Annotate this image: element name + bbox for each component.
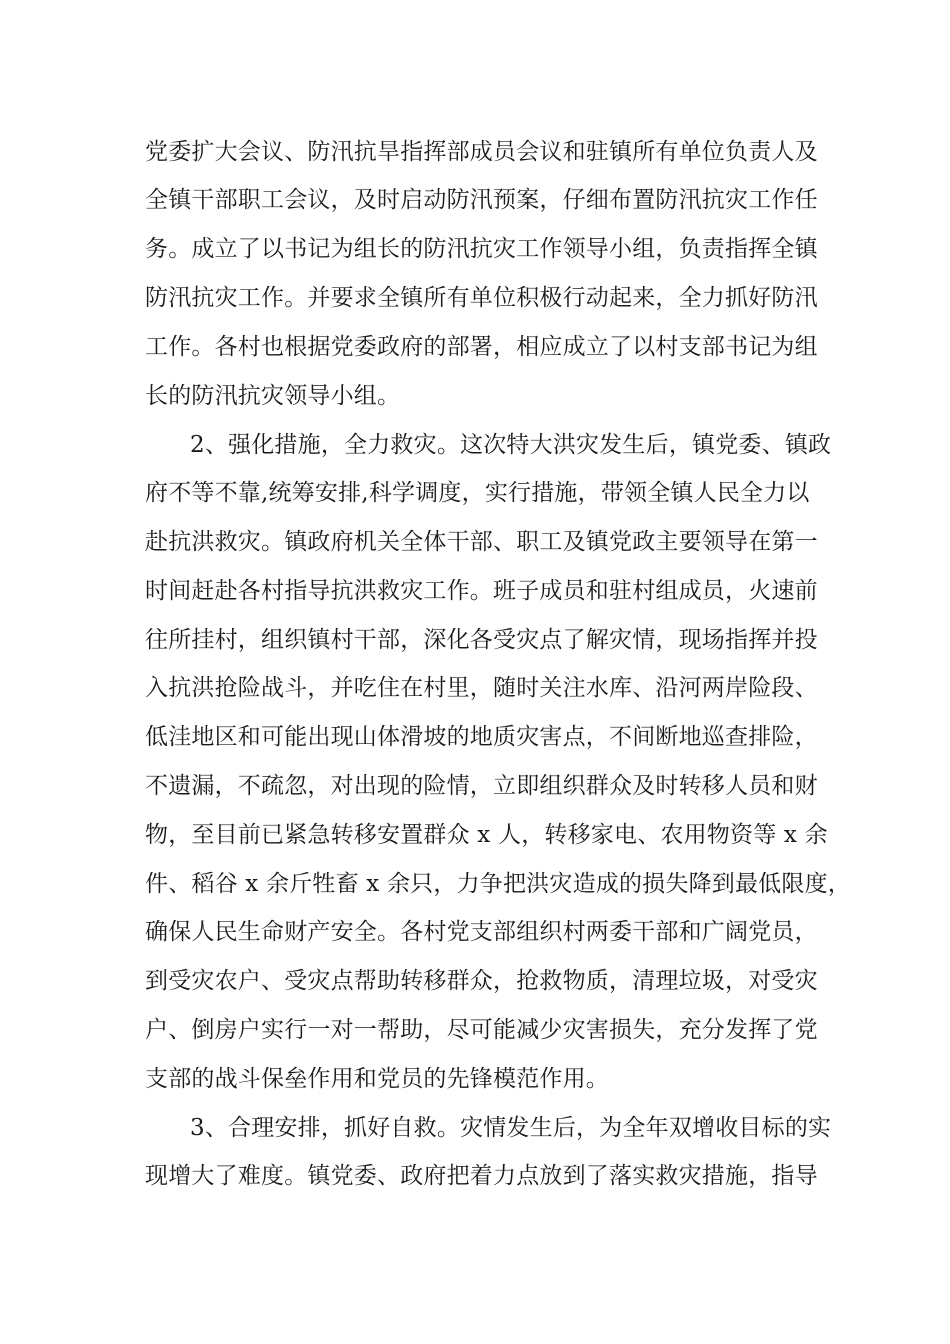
text-line: 户、倒房户实行一对一帮助，尽可能减少灾害损失，充分发挥了党 [145,1017,818,1043]
text-line: 长的防汛抗灾领导小组。 [145,383,401,409]
text-line: 确保人民生命财产安全。各村党支部组织村两委干部和广阔党员， [145,919,818,945]
text-line: 往所挂村，组织镇村干部，深化各受灾点了解灾情，现场指挥并投 [145,627,818,653]
text-line: 到受灾农户、受灾点帮助转移群众，抢救物质，清理垃圾，对受灾 [145,968,818,994]
text-line: 工作。各村也根据党委政府的部署，相应成立了以村支部书记为组 [145,334,818,360]
text-line: 不遗漏，不疏忽，对出现的险情，立即组织群众及时转移人员和财 [145,773,818,799]
text-line: 赴抗洪救灾。镇政府机关全体干部、职工及镇党政主要领导在第一 [145,529,818,555]
text-line: 全镇干部职工会议，及时启动防汛预案，仔细布置防汛抗灾工作任 [145,187,818,213]
text-line: 件、稻谷 x 余斤牲畜 x 余只，力争把洪灾造成的损失降到最低限度， [145,871,851,897]
text-line: 物，至目前已紧急转移安置群众 x 人，转移家电、农用物资等 x 余 [145,822,828,848]
text-line: 府不等不靠,统筹安排,科学调度，实行措施，带领全镇人民全力以 [145,480,810,506]
text-line: 党委扩大会议、防汛抗旱指挥部成员会议和驻镇所有单位负责人及 [145,139,818,165]
text-line: 支部的战斗保垒作用和党员的先锋模范作用。 [145,1066,609,1092]
paragraph-start-line: 2、强化措施，全力救灾。这次特大洪灾发生后，镇党委、镇政 [190,432,832,458]
text-line: 现增大了难度。镇党委、政府把着力点放到了落实救灾措施，指导 [145,1163,818,1189]
text-line: 入抗洪抢险战斗，并吃住在村里，随时关注水库、沿河两岸险段、 [145,675,818,701]
text-line: 务。成立了以书记为组长的防汛抗灾工作领导小组，负责指挥全镇 [145,236,818,262]
text-line: 时间赶赴各村指导抗洪救灾工作。班子成员和驻村组成员，火速前 [145,578,818,604]
text-line: 防汛抗灾工作。并要求全镇所有单位积极行动起来，全力抓好防汛 [145,285,818,311]
paragraph-start-line: 3、合理安排，抓好自救。灾情发生后，为全年双增收目标的实 [190,1115,832,1141]
text-line: 低洼地区和可能出现山体滑坡的地质灾害点，不间断地巡查排险， [145,724,818,750]
